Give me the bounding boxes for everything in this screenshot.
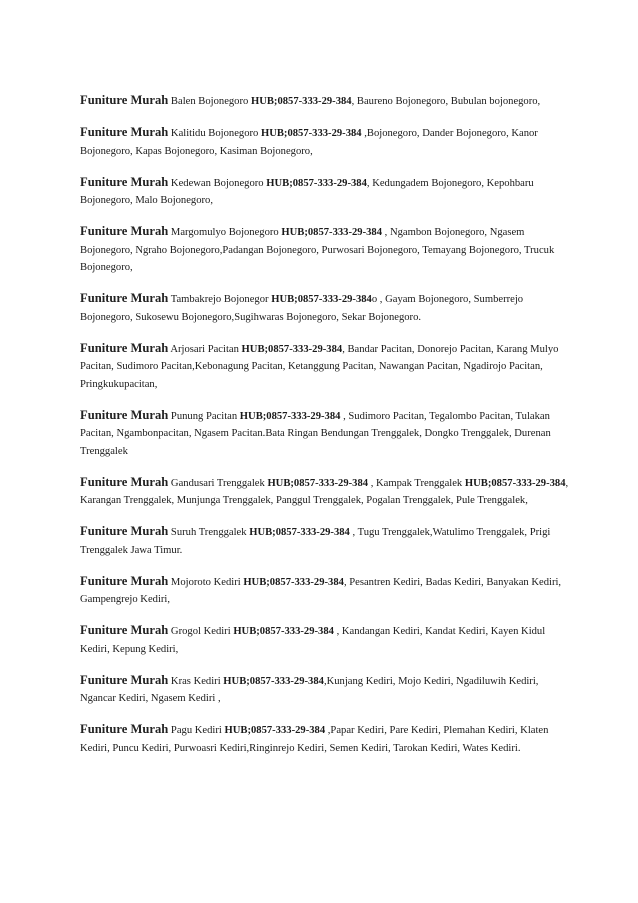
phone-number: HUB;0857-333-29-384 (223, 675, 324, 687)
paragraph-lead: Funiture Murah (80, 291, 169, 305)
paragraph-text: Punung Pacitan (168, 410, 240, 422)
paragraph-text: , Baureno Bojonegoro, Bubulan bojonegoro, (351, 96, 541, 107)
paragraph-text: , Karangan Trenggalek, Munjunga Trenggalek, Panggul Trenggalek, Pogalan Trenggalek, Pule Trenggalek, (80, 477, 569, 506)
paragraph-punung (80, 407, 570, 461)
paragraph-text: Arjosari Pacitan (168, 343, 242, 355)
paragraph-lead: Funiture Murah (80, 474, 169, 489)
paragraph-grogol (80, 622, 570, 658)
phone-number: HUB;0857-333-29-384 (267, 477, 369, 489)
phone-number: HUB;0857-333-29-384 (464, 477, 566, 489)
paragraph-text: , Pesantren Kediri, Badas Kediri, Banyakan Kediri, Gampengrejo Kediri, (80, 576, 562, 605)
paragraph-text: Balen Bojonegoro (168, 96, 251, 107)
paragraph-text: Mojoroto Kediri (168, 576, 244, 588)
paragraph-text: , Kedungadem Bojonegoro, Kepohbaru Bojonegoro, Malo Bojonegoro, (80, 177, 534, 206)
paragraph-lead: Funiture Murah (80, 174, 169, 189)
paragraph-text: Grogol Kediri (168, 626, 234, 637)
paragraph-text: , Sudimoro Pacitan, Tegalombo Pacitan, Tulakan Pacitan, Ngambonpacitan, Ngasem Pacitan.Bata Ringan Bendungan Trenggalek, Dongko Trenggalek, Durenan Trenggalek (80, 410, 551, 457)
paragraph-text: Kalitidu Bojonegoro (168, 128, 261, 139)
paragraph-lead: Funiture Murah (80, 224, 169, 238)
phone-number: HUB;0857-333-29-384 (233, 626, 334, 637)
paragraph-text: , Tugu Trenggalek,Watulimo Trenggalek, Prigi Trenggalek Jawa Timur. (80, 527, 551, 556)
paragraph-lead: Funiture Murah (80, 524, 169, 538)
paragraph-text: , Bandar Pacitan, Donorejo Pacitan, Karang Mulyo Pacitan, Sudimoro Pacitan,Kebonagung Pacitan, Ketanggung Pacitan, Nawangan Pacitan, Ngadirojo Pacitan, Pringkukupacitan, (80, 343, 559, 390)
document-page (80, 92, 570, 771)
paragraph-text: Margomulyo Bojonegoro (168, 227, 282, 238)
paragraph-text: Kras Kediri (168, 675, 224, 687)
paragraph-lead: Funiture Murah (80, 125, 169, 139)
paragraph-tambakrejo (80, 290, 570, 326)
paragraph-text: Suruh Trenggalek (168, 527, 250, 538)
phone-number: HUB;0857-333-29-384 (243, 576, 344, 588)
phone-number: HUB;0857-333-29-384 (260, 128, 362, 139)
paragraph-text: Pagu Kediri (168, 725, 225, 736)
phone-number: HUB;0857-333-29-384 (281, 227, 383, 238)
phone-number: HUB;0857-333-29-384 (241, 343, 343, 355)
paragraph-kras (80, 672, 570, 708)
paragraph-gandusari (80, 474, 570, 510)
paragraph-text: Gandusari Trenggalek (168, 477, 268, 489)
paragraph-suruh (80, 523, 570, 559)
paragraph-lead: Funiture Murah (80, 93, 169, 107)
paragraph-lead: Funiture Murah (80, 340, 169, 355)
phone-number: HUB;0857-333-29-384 (250, 96, 352, 107)
paragraph-text: Kedewan Bojonegoro (168, 177, 267, 189)
phone-number: HUB;0857-333-29-384 (266, 177, 367, 189)
paragraph-arjosari (80, 340, 570, 394)
phone-number: HUB;0857-333-29-384 (271, 294, 372, 305)
paragraph-lead: Funiture Murah (80, 573, 169, 588)
paragraph-text: , Ngambon Bojonegoro, Ngasem Bojonegoro, Ngraho Bojonegoro,Padangan Bojonegoro, Purwosari Bojonegoro, Temayang Bojonegoro, Trucuk Bojonegoro, (80, 227, 555, 273)
paragraph-text: Tambakrejo Bojonegor (168, 294, 272, 305)
phone-number: HUB;0857-333-29-384 (239, 410, 341, 422)
paragraph-pagu (80, 721, 570, 757)
paragraph-balen (80, 92, 570, 111)
paragraph-lead: Funiture Murah (80, 407, 169, 422)
paragraph-lead: Funiture Murah (80, 672, 169, 687)
paragraph-text: ,Kunjang Kediri, Mojo Kediri, Ngadiluwih Kediri, Ngancar Kediri, Ngasem Kediri , (80, 675, 539, 704)
paragraph-kalitidu (80, 124, 570, 160)
paragraph-kedewan (80, 174, 570, 210)
paragraph-text: ,Papar Kediri, Pare Kediri, Plemahan Kediri, Klaten Kediri, Puncu Kediri, Purwoasri Kediri,Ringinrejo Kediri, Semen Kediri, Tarokan Kediri, Wates Kediri. (80, 725, 549, 754)
paragraph-mojoroto (80, 573, 570, 609)
phone-number: HUB;0857-333-29-384 (224, 725, 326, 736)
phone-number: HUB;0857-333-29-384 (249, 527, 350, 538)
paragraph-lead: Funiture Murah (80, 623, 169, 637)
paragraph-text: , Kandangan Kediri, Kandat Kediri, Kayen Kidul Kediri, Kepung Kediri, (80, 626, 546, 655)
paragraph-lead: Funiture Murah (80, 722, 169, 736)
paragraph-text: o , Gayam Bojonegoro, Sumberrejo Bojonegoro, Sukosewu Bojonegoro,Sugihwaras Bojonegoro, Sekar Bojonegoro. (80, 294, 524, 323)
paragraph-text: , Kampak Trenggalek (368, 477, 465, 489)
paragraph-margomulyo (80, 223, 570, 277)
paragraph-text: ,Bojonegoro, Dander Bojonegoro, Kanor Bojonegoro, Kapas Bojonegoro, Kasiman Bojonegoro, (80, 128, 538, 157)
